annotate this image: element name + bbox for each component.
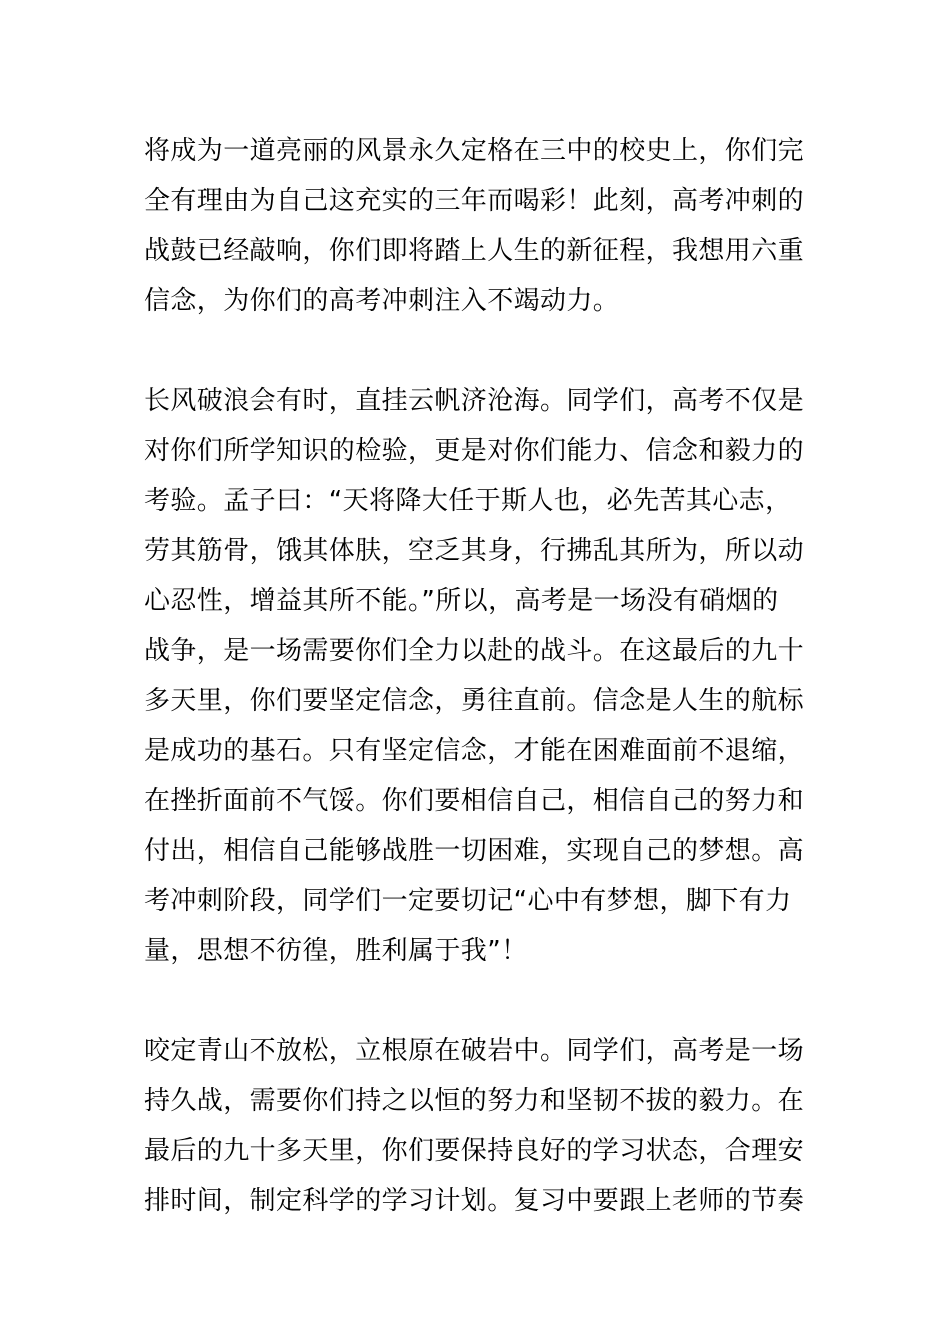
text-line: 长风破浪会有时，直挂云帆济沧海。同学们，高考不仅是 [144, 386, 805, 416]
text-line: 战鼓已经敲响，你们即将踏上人生的新征程，我想用六重 [144, 236, 805, 266]
text-line: 最后的九十多天里，你们要保持良好的学习状态，合理安 [144, 1136, 805, 1166]
text-line: 心忍性，增益其所不能。”所以，高考是一场没有硝烟的 [144, 586, 779, 616]
text-line: 是成功的基石。只有坚定信念，才能在困难面前不退缩， [144, 736, 805, 766]
paragraph-2 [144, 376, 814, 976]
text-line: 考验。孟子曰：“天将降大任于斯人也，必先苦其心志， [144, 486, 792, 516]
text-line: 量，思想不彷徨，胜利属于我”！ [144, 936, 528, 966]
text-line: 在挫折面前不气馁。你们要相信自己，相信自己的努力和 [144, 786, 805, 816]
text-line: 多天里，你们要坚定信念，勇往直前。信念是人生的航标 [144, 686, 805, 716]
text-line: 全有理由为自己这充实的三年而喝彩！此刻，高考冲刺的 [144, 186, 805, 216]
text-line: 信念，为你们的高考冲刺注入不竭动力。 [144, 286, 620, 316]
text-line: 持久战，需要你们持之以恒的努力和坚韧不拔的毅力。在 [144, 1086, 805, 1116]
paragraph-3 [144, 1026, 814, 1226]
paragraph-1 [144, 126, 814, 326]
text-line: 排时间，制定科学的学习计划。复习中要跟上老师的节奏 [144, 1186, 805, 1216]
text-line: 将成为一道亮丽的风景永久定格在三中的校史上，你们完 [144, 136, 805, 166]
text-line: 咬定青山不放松，立根原在破岩中。同学们，高考是一场 [144, 1036, 805, 1066]
text-line: 对你们所学知识的检验，更是对你们能力、信念和毅力的 [144, 436, 805, 466]
text-line: 战争，是一场需要你们全力以赴的战斗。在这最后的九十 [144, 636, 805, 666]
text-line: 劳其筋骨，饿其体肤，空乏其身，行拂乱其所为，所以动 [144, 536, 805, 566]
text-line: 付出，相信自己能够战胜一切困难，实现自己的梦想。高 [144, 836, 805, 866]
text-line: 考冲刺阶段，同学们一定要切记“心中有梦想，脚下有力 [144, 886, 792, 916]
